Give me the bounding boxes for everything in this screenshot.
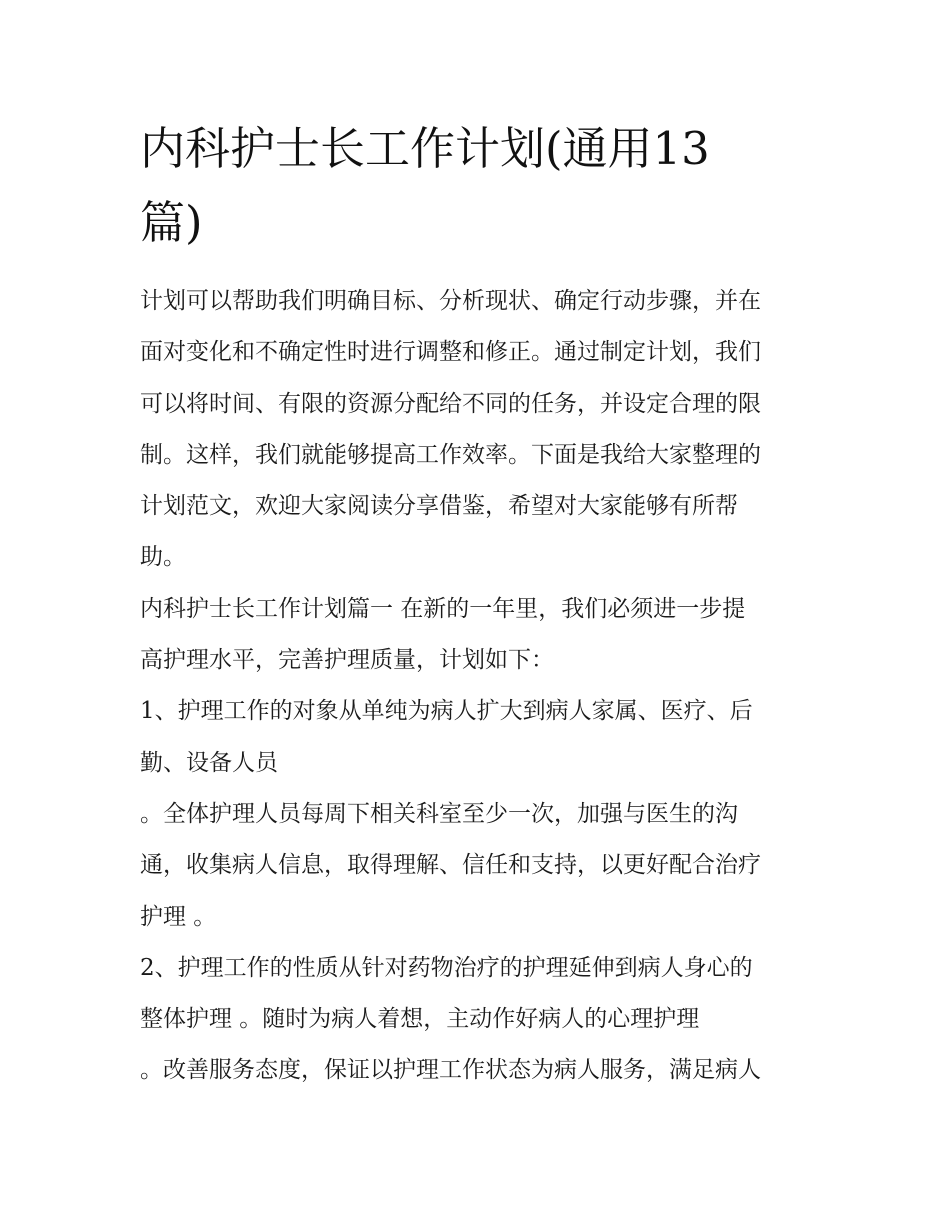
body-line: 。全体护理人员每周下相关科室至少一次，加强与医生的沟 [140, 800, 738, 827]
body-line: 计划范文，欢迎大家阅读分享借鉴，希望对大家能够有所帮 [140, 493, 738, 520]
body-line: 勤、设备人员 [140, 749, 278, 776]
body-line: 制。这样，我们就能够提高工作效率。下面是我给大家整理的 [140, 441, 761, 468]
body-line: 整体护理 。随时为病人着想，主动作好病人的心理护理 [140, 1006, 700, 1033]
body-line: 。改善服务态度，保证以护理工作状态为病人服务，满足病人 [140, 1057, 761, 1084]
body-line: 可以将时间、有限的资源分配给不同的任务，并设定合理的限 [140, 390, 761, 417]
document-body [140, 276, 830, 1097]
body-line: 计划可以帮助我们明确目标、分析现状、确定行动步骤，并在 [140, 288, 761, 314]
body-line: 内科护士长工作计划篇一 在新的一年里，我们必须进一步提 [140, 595, 746, 622]
body-line: 2、护理工作的性质从针对药物治疗的护理延伸到病人身心的 [140, 954, 753, 981]
body-line: 护理 。 [140, 903, 217, 930]
body-line: 通，收集病人信息，取得理解、信任和支持，以更好配合治疗 [140, 852, 761, 879]
title-line-1: 内科护士长工作计划(通用13 [140, 122, 710, 175]
body-line: 助。 [140, 544, 186, 571]
body-line: 1、护理工作的对象从单纯为病人扩大到病人家属、医疗、后 [140, 698, 753, 725]
body-line: 面对变化和不确定性时进行调整和修正。通过制定计划，我们 [140, 339, 761, 366]
document-title [140, 112, 820, 260]
body-line: 高护理水平，完善护理质量，计划如下： [140, 647, 554, 674]
title-line-2: 篇) [140, 196, 203, 249]
